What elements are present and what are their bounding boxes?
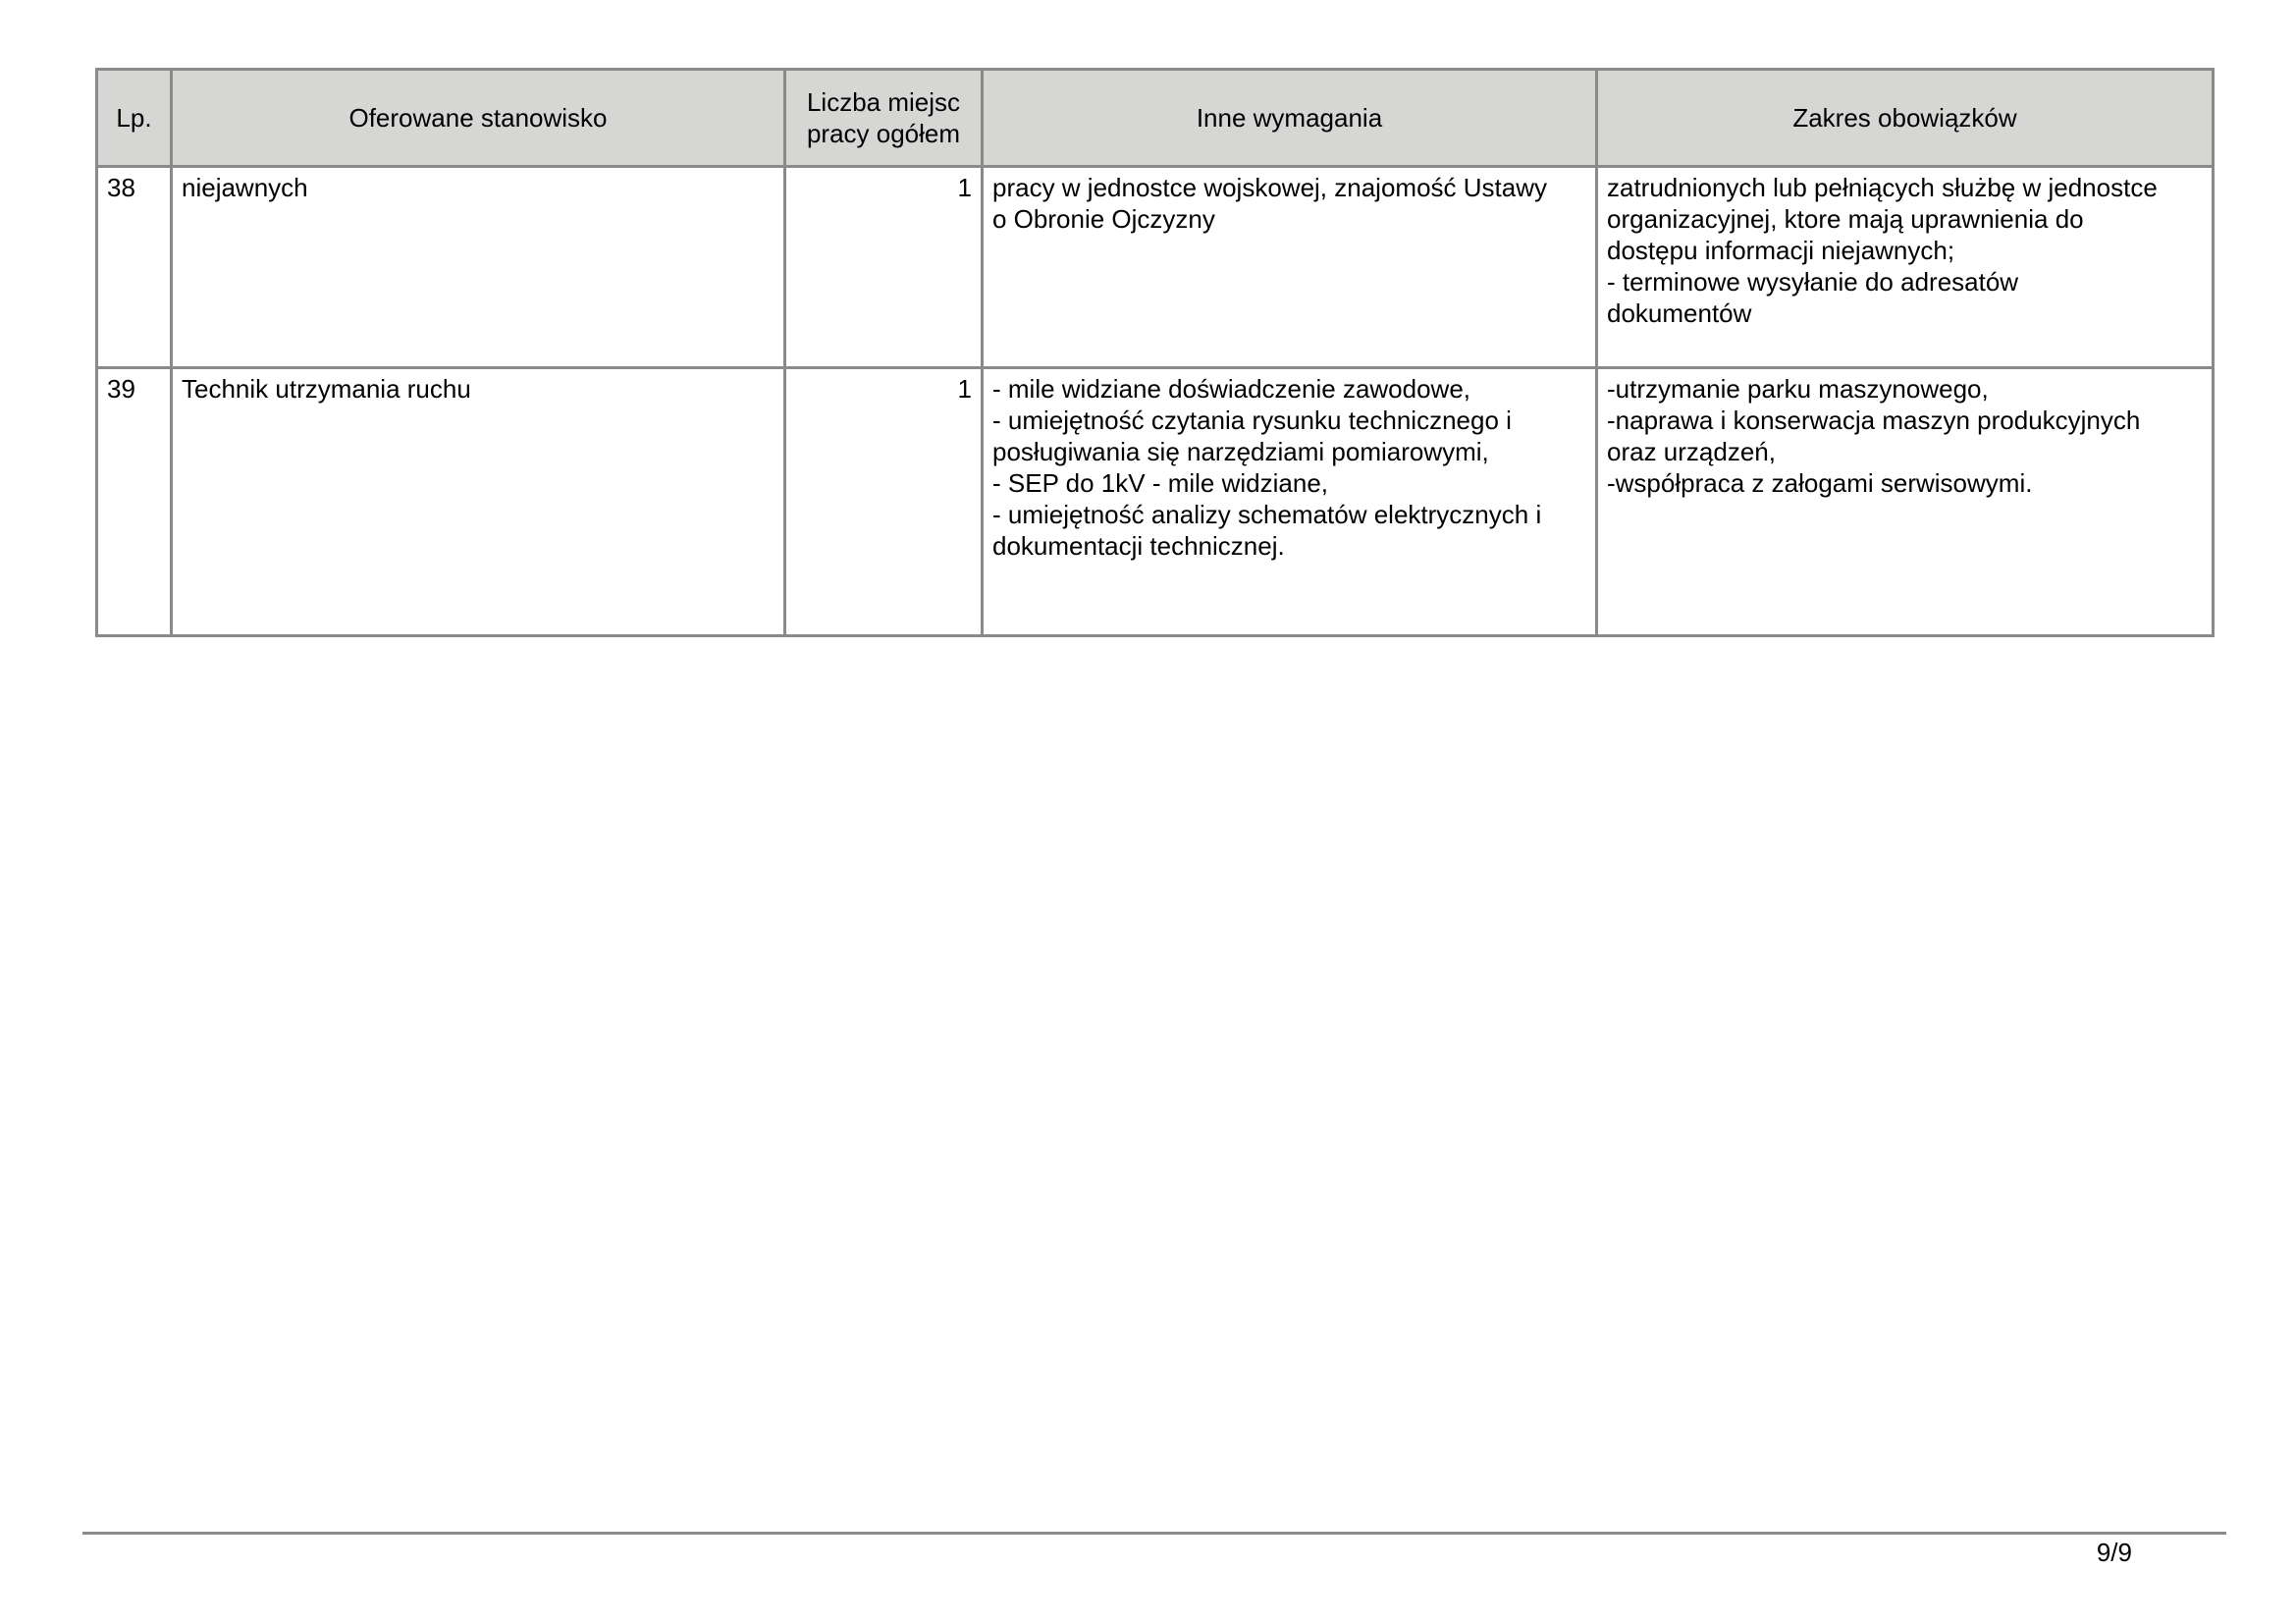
cell-lp: 39 [97,368,172,636]
header-lp: Lp. [97,70,172,167]
cell-position: Technik utrzymania ruchu [172,368,785,636]
cell-lp: 38 [97,167,172,368]
cell-duties: zatrudnionych lub pełniących służbę w jednostce organizacyjnej, ktore mają uprawnienia do dostępu informacji niejawnych; - terminowe wysyłanie do adresatów dokumentów [1597,167,2214,368]
job-offers-table [95,68,2215,637]
header-position: Oferowane stanowisko [172,70,785,167]
cell-count: 1 [785,167,983,368]
header-count: Liczba miejsc pracy ogółem [785,70,983,167]
table-header [97,70,2214,167]
footer-divider [82,1532,2226,1535]
cell-requirements: - mile widziane doświadczenie zawodowe, - umiejętność czytania rysunku technicznego i posługiwania się narzędziami pomiarowymi, - SEP do 1kV - mile widziane, - umiejętność analizy schematów elektrycznych i dokumentacji technicznej. [983,368,1597,636]
cell-duties: -utrzymanie parku maszynowego, -naprawa i konserwacja maszyn produkcyjnych oraz urządzeń, -współpraca z załogami serwisowymi. [1597,368,2214,636]
header-requirements: Inne wymagania [983,70,1597,167]
page-number: 9/9 [2096,1538,2132,1567]
table-row [97,167,2214,368]
table-row [97,368,2214,636]
cell-requirements: pracy w jednostce wojskowej, znajomość Ustawy o Obronie Ojczyzny [983,167,1597,368]
table-body [97,167,2214,636]
cell-position: niejawnych [172,167,785,368]
header-row [97,70,2214,167]
cell-count: 1 [785,368,983,636]
header-duties: Zakres obowiązków [1597,70,2214,167]
